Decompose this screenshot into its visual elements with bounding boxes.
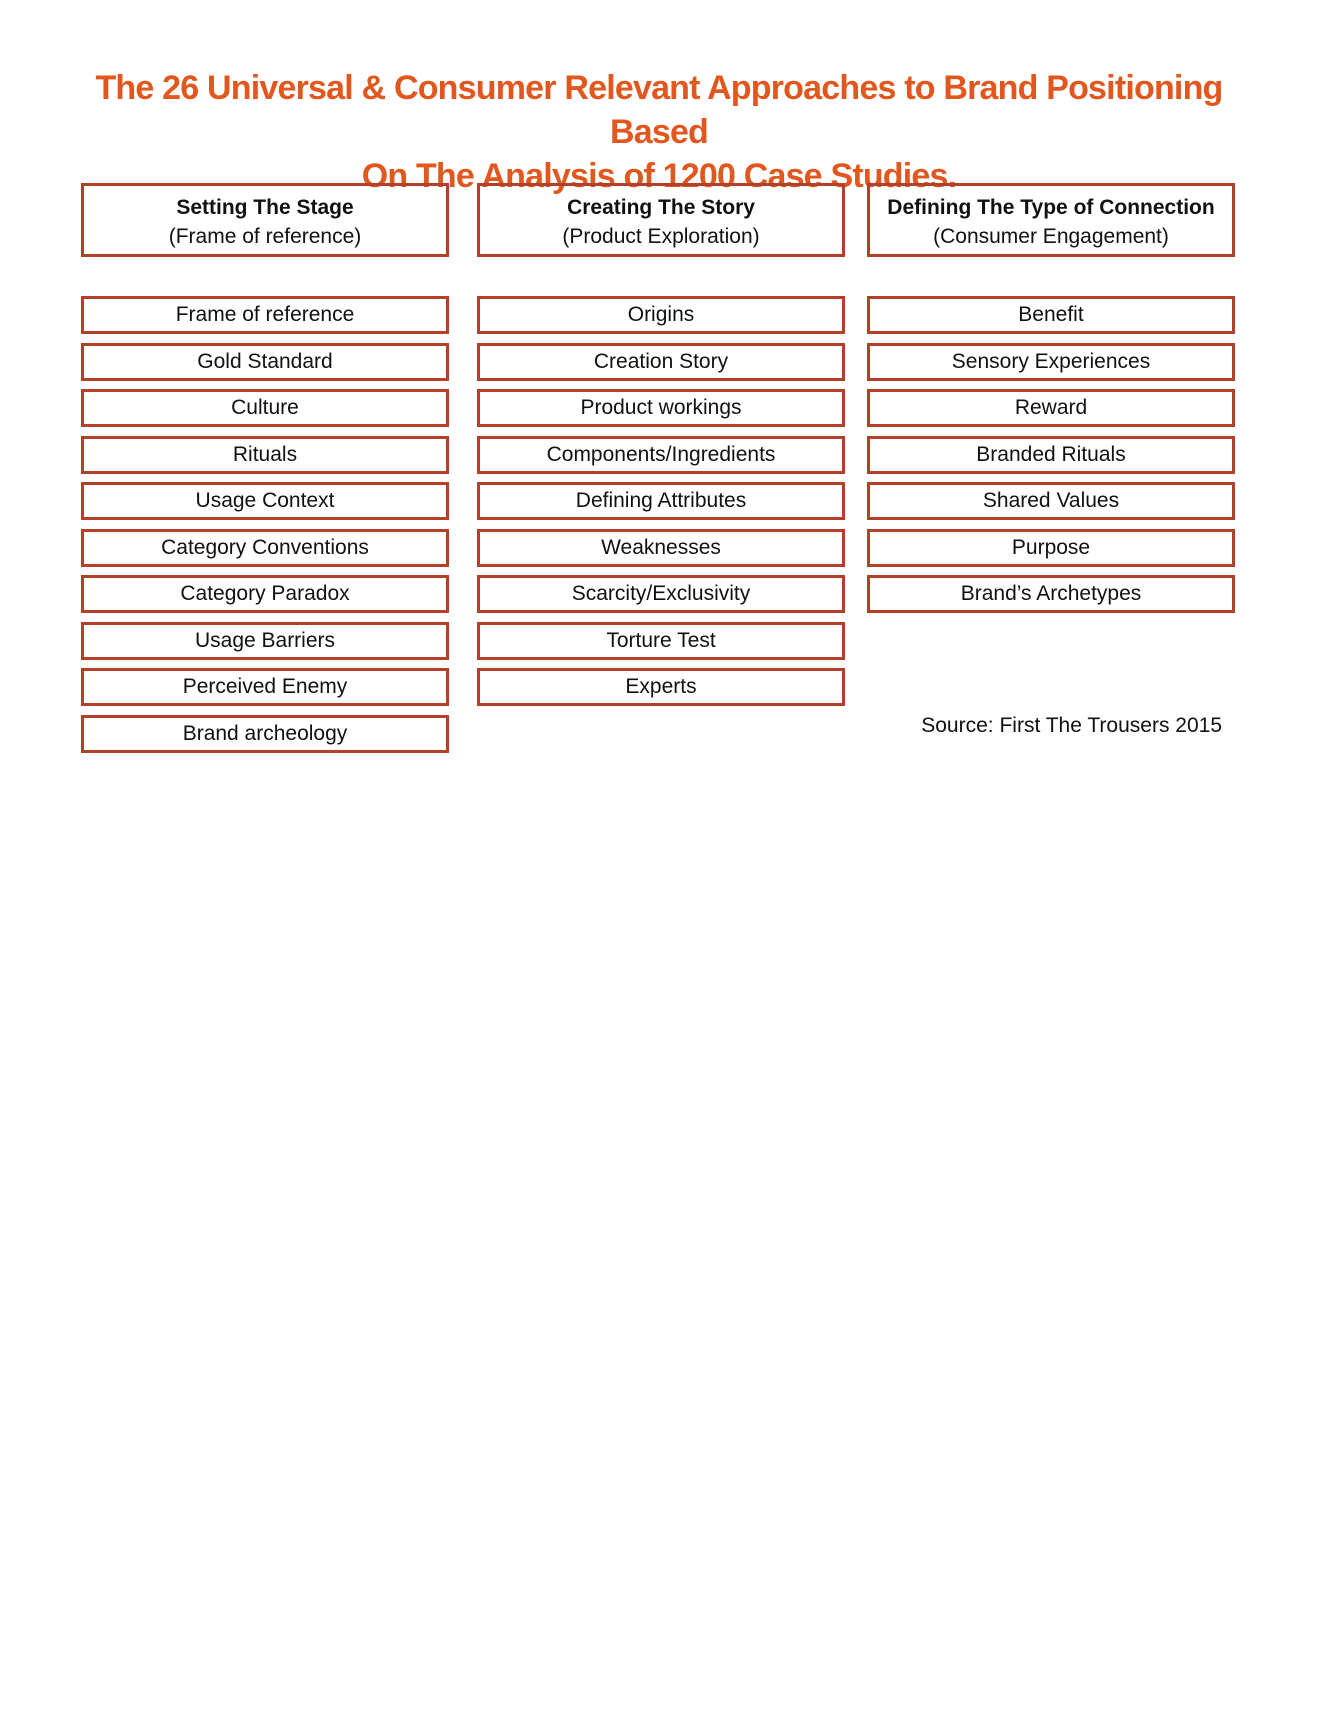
approach-item: Brand’s Archetypes xyxy=(867,575,1235,613)
approach-list xyxy=(477,296,845,706)
title-line-2: On The Analysis of 1200 Case Studies. xyxy=(361,157,957,195)
approach-item: Culture xyxy=(81,389,449,427)
approach-list xyxy=(81,296,449,753)
page-title xyxy=(60,66,1258,198)
column-subheading: (Frame of reference) xyxy=(168,225,362,248)
approach-item: Category Conventions xyxy=(81,529,449,567)
column-heading: Creating The Story xyxy=(567,196,755,219)
approach-item: Brand archeology xyxy=(81,715,449,753)
column-setting-the-stage xyxy=(81,183,449,761)
approach-item: Origins xyxy=(477,296,845,334)
approach-item: Reward xyxy=(867,389,1235,427)
approach-item: Weaknesses xyxy=(477,529,845,567)
approach-item: Gold Standard xyxy=(81,343,449,381)
column-header xyxy=(81,183,449,257)
approach-item: Benefit xyxy=(867,296,1235,334)
column-subheading: (Product Exploration) xyxy=(562,225,760,248)
approach-item: Components/Ingredients xyxy=(477,436,845,474)
approach-item: Usage Barriers xyxy=(81,622,449,660)
column-defining-connection xyxy=(867,183,1235,622)
approach-item: Defining Attributes xyxy=(477,482,845,520)
column-header xyxy=(867,183,1235,257)
approach-item: Frame of reference xyxy=(81,296,449,334)
approach-item: Creation Story xyxy=(477,343,845,381)
approach-item: Perceived Enemy xyxy=(81,668,449,706)
column-header xyxy=(477,183,845,257)
approach-item: Scarcity/Exclusivity xyxy=(477,575,845,613)
column-creating-the-story xyxy=(477,183,845,715)
approach-item: Usage Context xyxy=(81,482,449,520)
column-heading: Defining The Type of Connection xyxy=(887,196,1215,219)
approach-list xyxy=(867,296,1235,613)
column-heading: Setting The Stage xyxy=(176,196,354,219)
approach-item: Torture Test xyxy=(477,622,845,660)
approach-item: Experts xyxy=(477,668,845,706)
title-line-1: The 26 Universal & Consumer Relevant Approaches to Brand Positioning Based xyxy=(95,69,1223,151)
approach-item: Rituals xyxy=(81,436,449,474)
approach-item: Shared Values xyxy=(867,482,1235,520)
approach-item: Branded Rituals xyxy=(867,436,1235,474)
approach-item: Product workings xyxy=(477,389,845,427)
approach-item: Category Paradox xyxy=(81,575,449,613)
approach-item: Purpose xyxy=(867,529,1235,567)
column-subheading: (Consumer Engagement) xyxy=(933,225,1169,248)
approach-item: Sensory Experiences xyxy=(867,343,1235,381)
source-citation: Source: First The Trousers 2015 xyxy=(921,714,1222,737)
